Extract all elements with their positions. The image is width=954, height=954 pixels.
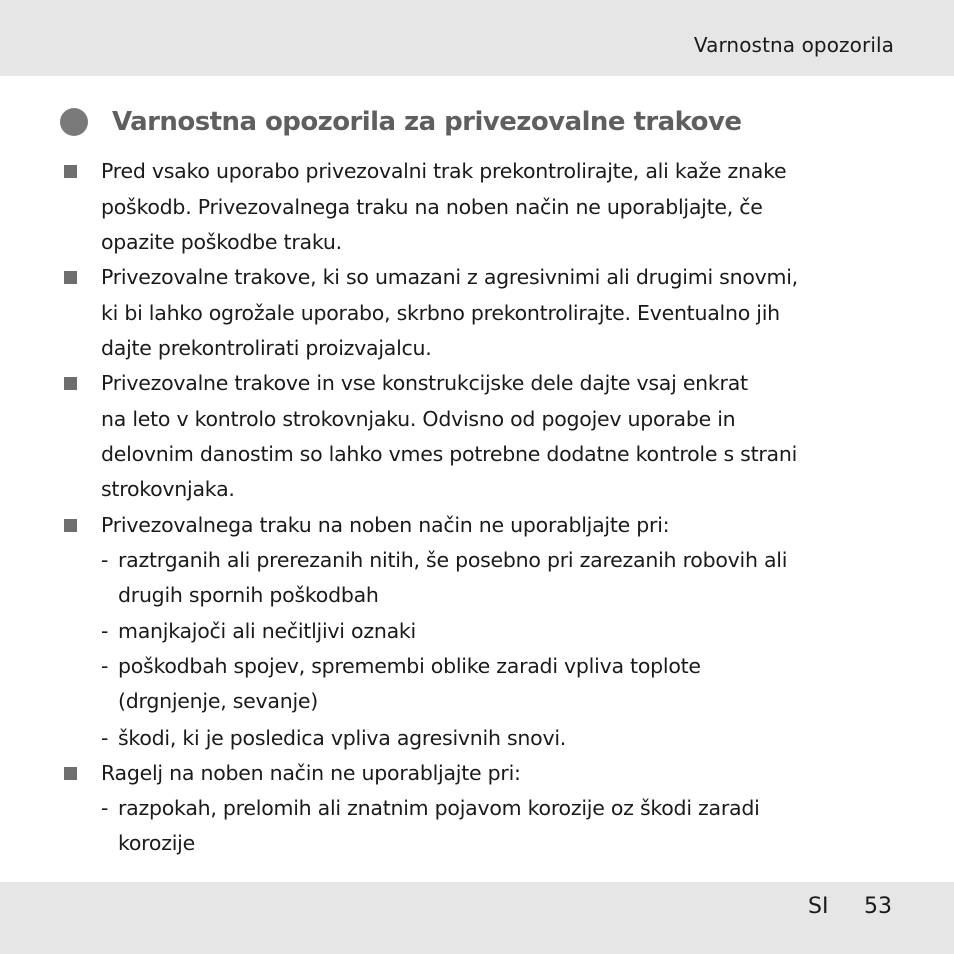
sub-item-line: razpokah, prelomih ali znatnim pojavom korozije oz škodi zaradi [118,796,760,820]
section-title: Varnostna opozorila za privezovalne trakove [112,107,742,137]
sub-item-line: drugih spornih poškodbah [118,583,379,607]
square-bullet-icon [64,165,77,178]
square-bullet-icon [64,519,77,532]
text-line: opazite poškodbe traku. [101,230,342,254]
text-line: Ragelj na noben način ne uporabljajte pri: [101,761,521,785]
sub-item-line: škodi, ki je posledica vpliva agresivnih snovi. [118,726,567,750]
page-number: 53 [864,894,892,919]
text-line: strokovnjaka. [101,477,235,501]
sub-item-line: manjkajoči ali nečitljivi oznaki [118,619,416,643]
sub-item-line: korozije [118,831,195,855]
sub-item-line: poškodbah spojev, spremembi oblike zaradi vpliva toplote [118,654,701,678]
square-bullet-icon [64,271,77,284]
text-line: delovnim danostim so lahko vmes potrebne dodatne kontrole s strani [101,442,798,466]
square-bullet-icon [64,767,77,780]
text-line: Pred vsako uporabo privezovalni trak prekontrolirajte, ali kaže znake [101,159,787,183]
text-line: na leto v kontrolo strokovnjaku. Odvisno od pogojev uporabe in [101,407,736,431]
text-line: dajte prekontrolirati proizvajalcu. [101,336,432,360]
text-line: Privezovalne trakove in vse konstrukcijske dele dajte vsaj enkrat [101,371,748,395]
square-bullet-icon [64,377,77,390]
dash-marker: - [101,654,109,678]
sub-item-line: raztrganih ali prerezanih nitih, še posebno pri zarezanih robovih ali [118,548,788,572]
text-line: poškodb. Privezovalnega traku na noben način ne uporabljajte, če [101,195,763,219]
dash-marker: - [101,726,109,750]
running-header: Varnostna opozorila [693,33,894,57]
dash-marker: - [101,619,109,643]
footer-language: SI [808,894,829,919]
text-line: Privezovalne trakove, ki so umazani z agresivnimi ali drugimi snovmi, [101,265,798,289]
dash-marker: - [101,796,109,820]
text-line: ki bi lahko ogrožale uporabo, skrbno prekontrolirajte. Eventualno jih [101,301,780,325]
dash-marker: - [101,548,109,572]
text-line: Privezovalnega traku na noben način ne uporabljajte pri: [101,513,670,537]
sub-item-line: (drgnjenje, sevanje) [118,689,319,713]
